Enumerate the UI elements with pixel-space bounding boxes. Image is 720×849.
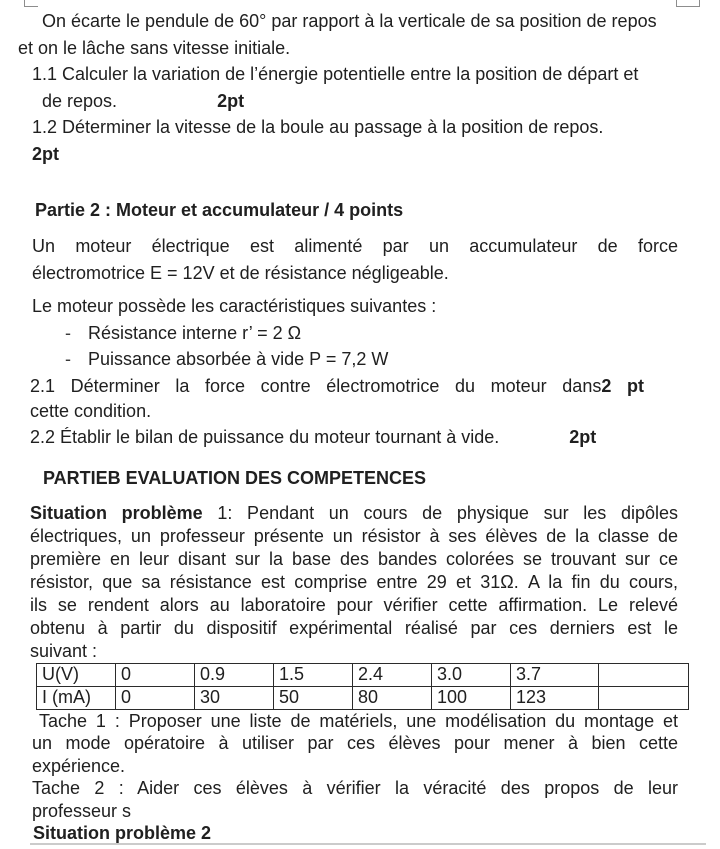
table-cell: 3.0 xyxy=(432,663,511,686)
task-2-line: professeur s xyxy=(32,800,132,821)
paragraph-line xyxy=(30,502,678,525)
table-cell xyxy=(599,686,689,709)
table-row-current xyxy=(37,686,689,709)
bullet-text: Puissance absorbée à vide P = 7,2 W xyxy=(88,349,389,369)
question-1-1-continuation: de repos. xyxy=(42,90,118,111)
pendulum-section xyxy=(0,8,720,167)
bullet-dash-icon: - xyxy=(65,349,71,369)
paragraph-line: électriques, un professeur présente un résistor à ses élèves de la classe de xyxy=(30,525,678,546)
table-cell: 100 xyxy=(432,686,511,709)
corner-mark-right-icon xyxy=(676,0,700,7)
motor-intro-paragraph xyxy=(0,233,720,286)
paragraph-line: et on le lâche sans vitesse initiale. xyxy=(18,37,291,58)
bullet-item xyxy=(0,346,720,373)
part2-title: Partie 2 : Moteur et accumulateur / 4 points xyxy=(35,200,404,220)
question-2-2-text: 2.2 Établir le bilan de puissance du moteur tournant à vide. xyxy=(30,426,500,447)
table-cell: 1.5 xyxy=(274,663,353,686)
table-cell: 2.4 xyxy=(353,663,432,686)
paragraph-line: Un moteur électrique est alimenté par un accumulateur de force xyxy=(32,236,678,256)
question-2-1-text: 2.1 Déterminer la force contre électromotrice du moteur dans xyxy=(30,375,602,396)
table-cell xyxy=(599,663,689,686)
table-cell: 0.9 xyxy=(195,663,274,686)
table-cell: 123 xyxy=(511,686,599,709)
table-cell: 3.7 xyxy=(511,663,599,686)
tasks-section xyxy=(0,710,720,845)
bullet-dash-icon: - xyxy=(65,322,71,343)
paragraph-line: électromotrice E = 12V et de résistance négligeable. xyxy=(32,262,449,283)
situation-probleme-2-title: Situation problème 2 xyxy=(33,823,212,843)
paragraph-text: 1: Pendant un cours de physique sur les dipôles xyxy=(217,502,678,523)
table-cell: U(V) xyxy=(37,663,116,686)
points-badge: 2pt xyxy=(217,90,245,111)
table-row-voltage xyxy=(37,663,689,686)
paragraph-line: obtenu à partir du dispositif expérimental réalisé par ces derniers est le xyxy=(30,617,678,638)
table-cell: 0 xyxy=(116,663,195,686)
paragraph-line: première en leur disant sur la base des bandes colorées se trouvant sur ce xyxy=(30,548,678,569)
paragraph-line: suivant : xyxy=(30,640,98,661)
task-1-line: Tache 1 : Proposer une liste de matériels, une modélisation du montage et xyxy=(39,710,678,731)
table-cell: 30 xyxy=(195,686,274,709)
task-1-line: un mode opératoire à utiliser par ces élèves pour mener à bien cette xyxy=(32,733,678,753)
points-badge: 2pt xyxy=(569,426,597,447)
question-1-1-line: 1.1 Calculer la variation de l’énergie potentielle entre la position de départ et xyxy=(32,64,639,84)
situation-1-label: Situation problème xyxy=(30,502,203,523)
question-2-1-line xyxy=(30,374,644,400)
bullet-text: Résistance interne r’ = 2 Ω xyxy=(88,322,302,343)
partB-title: PARTIEB EVALUATION DES COMPETENCES xyxy=(43,468,427,488)
page-divider xyxy=(30,843,706,845)
bullet-item xyxy=(0,320,720,347)
question-1-2-line: 1.2 Déterminer la vitesse de la boule au passage à la position de repos. xyxy=(32,117,604,137)
characteristics-intro-line: Le moteur possède les caractéristiques suivantes : xyxy=(32,296,437,316)
points-badge: 2pt xyxy=(32,143,59,164)
question-2-1-continuation: cette condition. xyxy=(30,401,152,421)
motor-questions xyxy=(0,374,720,451)
paragraph-line: ils se rendent alors au laboratoire pour vérifier cette affirmation. Le relevé xyxy=(30,594,678,615)
question-1-1-points-line xyxy=(42,88,720,115)
motor-characteristics xyxy=(0,293,720,373)
corner-mark-left-icon xyxy=(24,0,38,7)
table-cell: I (mA) xyxy=(37,686,116,709)
table-cell: 50 xyxy=(274,686,353,709)
paragraph-line: résistor, que sa résistance est comprise entre 29 et 31Ω. A la fin du cours, xyxy=(30,571,678,592)
task-2-line: Tache 2 : Aider ces élèves à vérifier la véracité des propos de leur xyxy=(32,778,678,798)
task-1-line: expérience. xyxy=(32,755,126,776)
situation-probleme-1-paragraph xyxy=(0,502,720,663)
paragraph-line: On écarte le pendule de 60° par rapport à la verticale de sa position de repos xyxy=(42,11,657,31)
measurement-table xyxy=(36,663,689,710)
question-2-2-line xyxy=(30,425,720,451)
points-badge: 2 pt xyxy=(601,375,644,396)
table-cell: 0 xyxy=(116,686,195,709)
table-cell: 80 xyxy=(353,686,432,709)
